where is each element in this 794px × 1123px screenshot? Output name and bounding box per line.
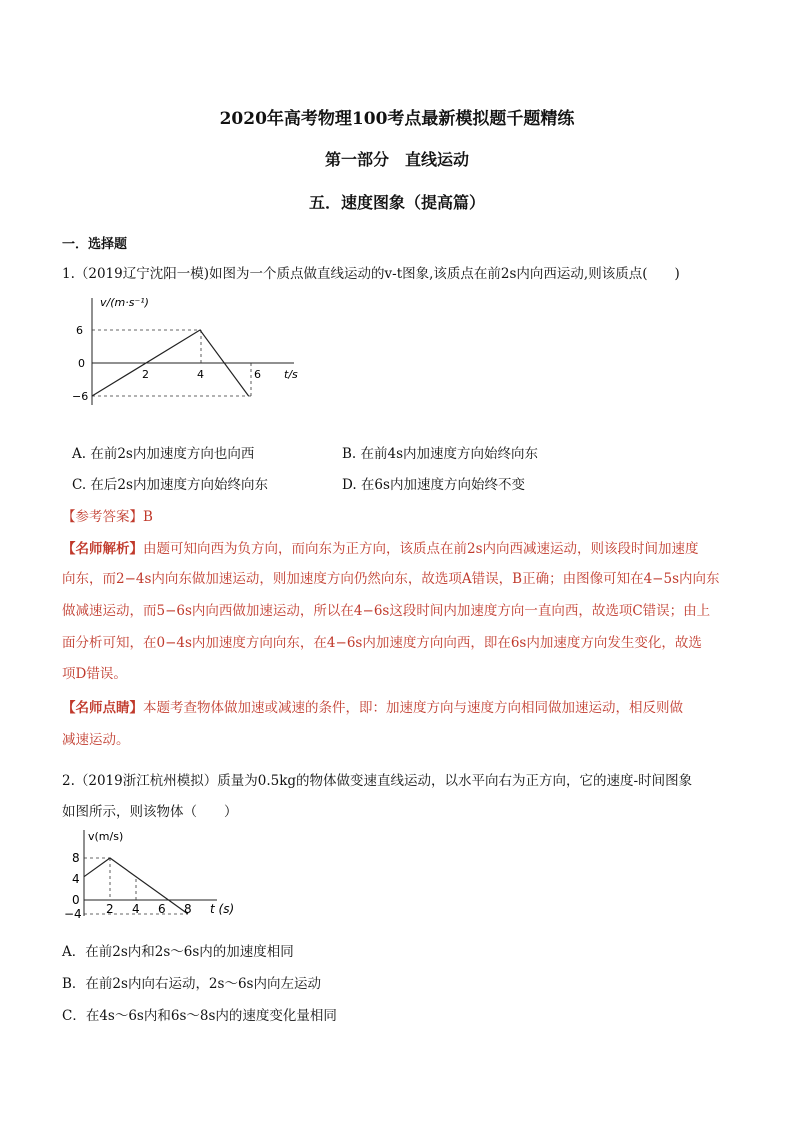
analysis-tag: 【名师解析】 (62, 541, 143, 557)
comment-text-1: 本题考查物体做加速或减速的条件，即：加速度方向与速度方向相同做加速运动，相反则做 (143, 700, 683, 716)
q1-comment-line-1 (62, 696, 683, 716)
q1-xlabel: t/s (284, 368, 298, 381)
q1-xtick-4: 4 (197, 368, 204, 381)
q1-option-b: B. 在前4s内加速度方向始终向东 (342, 446, 539, 462)
q2-xtick-8: 8 (184, 902, 192, 916)
q2-vt-chart (62, 826, 262, 921)
q2-option-b: B．在前2s内向右运动，2s～6s内向左运动 (62, 976, 321, 992)
q1-analysis-line-2: 向东，而2−4s内向东做加速运动，则加速度方向仍然向东，故选项A错误，B正确；由图像可知在4−5s内向东 (62, 571, 720, 587)
part-title: 第一部分 直线运动 (324, 150, 469, 169)
q1-xtick-2: 2 (142, 368, 149, 381)
q2-ytick-4: 4 (72, 872, 80, 886)
q1-analysis-line-5: 项D错误。 (62, 666, 127, 682)
q1-option-a: A. 在前2s内加速度方向也向西 (72, 446, 255, 462)
q2-option-a: A．在前2s内和2s～6s内的加速度相同 (62, 944, 294, 960)
analysis-text-1: 由题可知向西为负方向，而向东为正方向，该质点在前2s内向西减速运动，则该段时间加速度 (143, 541, 699, 557)
q2-xlabel: t (s) (210, 902, 235, 916)
q1-option-d: D. 在6s内加速度方向始终不变 (342, 477, 525, 493)
q2-ytick-0: 0 (72, 893, 80, 907)
q2-stem-line-1: 2.（2019浙江杭州模拟）质量为0.5kg的物体做变速直线运动，以水平向右为正方向，它的速度-时间图象 (62, 773, 693, 789)
q1-ytick-6: 6 (76, 324, 83, 337)
q1-vt-chart (62, 290, 322, 415)
doc-title: 2020年高考物理100考点最新模拟题千题精练 (219, 109, 575, 129)
q2-option-c: C．在4s～6s内和6s～8s内的速度变化量相同 (62, 1008, 337, 1024)
q2-ylabel: v(m/s) (88, 830, 124, 843)
answer-tag: 【参考答案】 (62, 509, 143, 525)
q1-answer (62, 505, 153, 525)
q1-analysis-line-1 (62, 537, 699, 557)
q1-analysis-line-3: 做减速运动，而5−6s内向西做加速运动，所以在4−6s这段时间内加速度方向一直向西，故选项C错误；由上 (62, 603, 711, 619)
q2-ytick-8: 8 (72, 851, 80, 865)
q1-ylabel: v/(m·s⁻¹) (100, 296, 149, 309)
q2-xtick-6: 6 (158, 902, 166, 916)
q1-comment-line-2: 减速运动。 (62, 732, 130, 748)
q1-stem: 1.（2019辽宁沈阳一模)如图为一个质点做直线运动的v-t图象,该质点在前2s内向西运动,则该质点( ) (62, 266, 680, 282)
q2-ytick-neg4: −4 (64, 907, 82, 921)
q1-analysis-line-4: 面分析可知，在0−4s内加速度方向向东，在4−6s内加速度方向向西，即在6s内加速度方向发生变化，故选 (62, 635, 702, 651)
comment-tag: 【名师点睛】 (62, 700, 143, 716)
answer-value: B (143, 509, 153, 525)
q2-xtick-2: 2 (106, 902, 114, 916)
q1-xtick-6: 6 (254, 368, 261, 381)
q1-option-c: C. 在后2s内加速度方向始终向东 (72, 477, 268, 493)
chapter-title: 五．速度图象（提高篇） (308, 193, 485, 212)
q1-ytick-neg6: −6 (72, 390, 89, 403)
q2-stem-line-2: 如图所示，则该物体（ ） (62, 804, 238, 820)
q2-xtick-4: 4 (132, 902, 140, 916)
q1-ytick-0: 0 (78, 357, 85, 370)
section-heading: 一．选择题 (62, 237, 128, 252)
